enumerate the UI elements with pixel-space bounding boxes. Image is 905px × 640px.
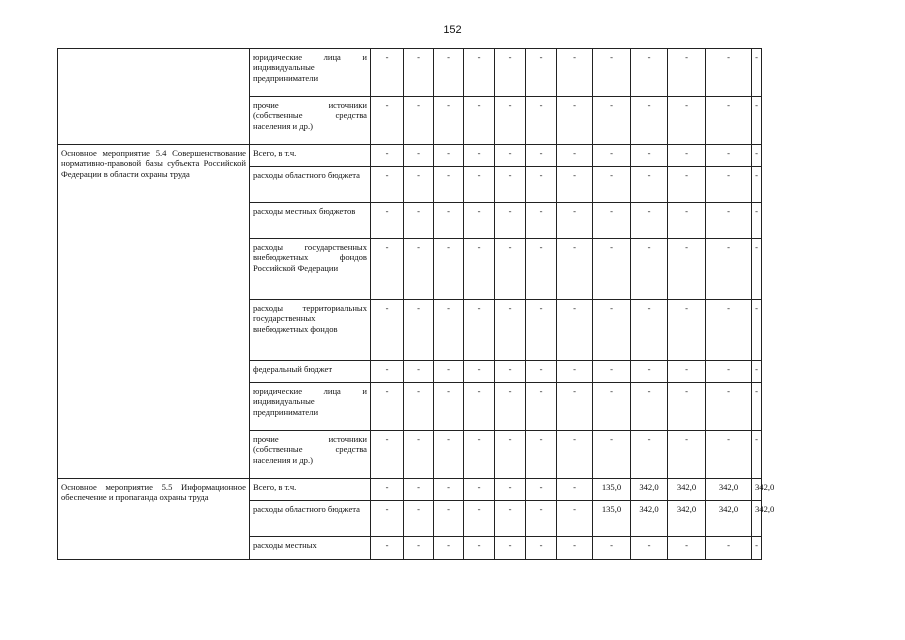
value-cell: 135,0 [593, 479, 631, 501]
value-cell: - [706, 239, 752, 300]
value-cell: - [371, 49, 404, 97]
value-cell: - [495, 239, 526, 300]
value-cell: - [464, 239, 495, 300]
value-cell: - [434, 431, 464, 479]
value-cell: - [668, 97, 706, 145]
value-cell: - [495, 383, 526, 431]
value-cell: - [593, 203, 631, 239]
value-cell: - [706, 300, 752, 361]
value-cell: - [371, 167, 404, 203]
value-cell: - [404, 145, 434, 167]
value-cell: - [631, 361, 668, 383]
value-cell: - [404, 479, 434, 501]
source-cell: Всего, в т.ч. [250, 479, 371, 501]
value-cell: - [464, 383, 495, 431]
value-cell: - [752, 431, 762, 479]
value-cell: - [495, 49, 526, 97]
value-cell: 342,0 [752, 501, 762, 537]
value-cell: - [631, 145, 668, 167]
value-cell: - [434, 203, 464, 239]
source-cell: расходы областного бюджета [250, 167, 371, 203]
value-cell: - [434, 501, 464, 537]
activity-text: Основное мероприятие 5.5 Информационное обеспечение и пропаганда охраны труда [61, 482, 246, 503]
value-cell: - [631, 97, 668, 145]
value-cell: - [371, 537, 404, 560]
source-cell: расходы местных бюджетов [250, 203, 371, 239]
value-cell: - [495, 431, 526, 479]
value-cell: - [752, 97, 762, 145]
value-cell: 342,0 [631, 479, 668, 501]
value-cell: - [752, 239, 762, 300]
value-cell: - [464, 203, 495, 239]
value-cell: - [526, 431, 557, 479]
value-cell: 342,0 [668, 501, 706, 537]
value-cell: - [464, 49, 495, 97]
value-cell: - [404, 383, 434, 431]
value-cell: - [371, 97, 404, 145]
value-cell: - [495, 501, 526, 537]
value-cell: - [706, 361, 752, 383]
value-cell: - [526, 203, 557, 239]
value-cell: 342,0 [668, 479, 706, 501]
value-cell: - [557, 361, 593, 383]
source-cell: расходы территориальных государственных внебюджетных фондов [250, 300, 371, 361]
value-cell: - [593, 537, 631, 560]
table-row [58, 479, 762, 501]
value-cell: - [668, 167, 706, 203]
value-cell: - [464, 167, 495, 203]
value-cell: - [593, 145, 631, 167]
value-cell: - [631, 167, 668, 203]
value-cell: - [404, 361, 434, 383]
value-cell: - [371, 431, 404, 479]
value-cell: - [434, 300, 464, 361]
value-cell: - [464, 537, 495, 560]
value-cell: - [464, 97, 495, 145]
value-cell: - [495, 203, 526, 239]
source-cell: федеральный бюджет [250, 361, 371, 383]
value-cell: - [557, 239, 593, 300]
activity-cell [58, 145, 250, 479]
value-cell: - [371, 361, 404, 383]
value-cell: - [593, 239, 631, 300]
value-cell: - [631, 49, 668, 97]
source-cell: расходы областного бюджета [250, 501, 371, 537]
value-cell: - [495, 97, 526, 145]
activity-cell [58, 479, 250, 560]
value-cell: - [464, 431, 495, 479]
value-cell: - [526, 383, 557, 431]
value-cell: - [557, 501, 593, 537]
value-cell: - [404, 167, 434, 203]
value-cell: - [706, 145, 752, 167]
value-cell: - [593, 49, 631, 97]
value-cell: - [706, 49, 752, 97]
value-cell: 135,0 [593, 501, 631, 537]
source-cell: юридические лица и индивидуальные предприниматели [250, 383, 371, 431]
value-cell: - [706, 97, 752, 145]
value-cell: - [495, 537, 526, 560]
value-cell: - [752, 361, 762, 383]
value-cell: 342,0 [631, 501, 668, 537]
value-cell: - [668, 537, 706, 560]
value-cell: - [371, 203, 404, 239]
value-cell: - [464, 145, 495, 167]
value-cell: - [557, 97, 593, 145]
value-cell: - [526, 97, 557, 145]
value-cell: - [434, 167, 464, 203]
value-cell: - [404, 97, 434, 145]
value-cell: - [404, 537, 434, 560]
value-cell: - [557, 537, 593, 560]
value-cell: - [434, 479, 464, 501]
value-cell: - [706, 537, 752, 560]
value-cell: - [464, 300, 495, 361]
value-cell: - [404, 501, 434, 537]
activity-text: Основное мероприятие 5.4 Совершенствование нормативно-правовой базы субъекта Российской Федерации в области охраны труда [61, 148, 246, 179]
value-cell: - [526, 479, 557, 501]
value-cell: - [495, 479, 526, 501]
activity-cell [58, 49, 250, 145]
value-cell: - [464, 361, 495, 383]
value-cell: - [526, 300, 557, 361]
value-cell: 342,0 [706, 479, 752, 501]
value-cell: - [593, 431, 631, 479]
value-cell: - [371, 479, 404, 501]
value-cell: - [495, 167, 526, 203]
value-cell: - [526, 361, 557, 383]
value-cell: - [593, 300, 631, 361]
value-cell: - [526, 501, 557, 537]
value-cell: - [371, 300, 404, 361]
value-cell: - [706, 383, 752, 431]
value-cell: - [526, 167, 557, 203]
value-cell: - [631, 537, 668, 560]
value-cell: - [404, 300, 434, 361]
value-cell: - [668, 431, 706, 479]
value-cell: - [668, 49, 706, 97]
value-cell: - [526, 145, 557, 167]
value-cell: - [557, 431, 593, 479]
value-cell: - [557, 167, 593, 203]
value-cell: - [752, 49, 762, 97]
value-cell: - [464, 501, 495, 537]
value-cell: - [404, 203, 434, 239]
value-cell: - [495, 300, 526, 361]
source-cell: Всего, в т.ч. [250, 145, 371, 167]
value-cell: - [557, 203, 593, 239]
value-cell: - [668, 239, 706, 300]
value-cell: - [464, 479, 495, 501]
source-cell: юридические лица и индивидуальные предприниматели [250, 49, 371, 97]
value-cell: - [557, 300, 593, 361]
source-cell: расходы государственных внебюджетных фондов Российской Федерации [250, 239, 371, 300]
value-cell: - [631, 431, 668, 479]
value-cell: - [593, 383, 631, 431]
value-cell: - [434, 145, 464, 167]
value-cell: - [557, 383, 593, 431]
value-cell: - [371, 383, 404, 431]
value-cell: - [495, 361, 526, 383]
value-cell: - [404, 49, 434, 97]
value-cell: - [752, 145, 762, 167]
value-cell: - [752, 300, 762, 361]
value-cell: - [434, 97, 464, 145]
value-cell: - [434, 361, 464, 383]
value-cell: - [593, 361, 631, 383]
value-cell: - [706, 431, 752, 479]
value-cell: - [557, 49, 593, 97]
page-number: 152 [443, 24, 462, 36]
value-cell: - [631, 300, 668, 361]
value-cell: - [706, 203, 752, 239]
value-cell: - [752, 537, 762, 560]
value-cell: - [371, 501, 404, 537]
value-cell: - [593, 167, 631, 203]
value-cell: - [752, 167, 762, 203]
value-cell: - [526, 537, 557, 560]
source-cell: прочие источники (собственные средства населения и др.) [250, 431, 371, 479]
value-cell: - [557, 479, 593, 501]
value-cell: - [668, 361, 706, 383]
value-cell: - [404, 431, 434, 479]
value-cell: - [668, 383, 706, 431]
value-cell: - [752, 203, 762, 239]
source-cell: расходы местных [250, 537, 371, 560]
value-cell: - [371, 145, 404, 167]
value-cell: - [557, 145, 593, 167]
value-cell: 342,0 [706, 501, 752, 537]
value-cell: - [706, 167, 752, 203]
value-cell: - [631, 383, 668, 431]
value-cell: - [668, 203, 706, 239]
value-cell: - [752, 383, 762, 431]
value-cell: - [371, 239, 404, 300]
value-cell: - [495, 145, 526, 167]
value-cell: - [526, 239, 557, 300]
value-cell: - [631, 203, 668, 239]
value-cell: - [668, 145, 706, 167]
value-cell: - [593, 97, 631, 145]
value-cell: - [631, 239, 668, 300]
budget-table [57, 48, 775, 560]
value-cell: - [434, 537, 464, 560]
table-row [58, 49, 762, 97]
value-cell: - [434, 49, 464, 97]
value-cell: 342,0 [752, 479, 762, 501]
value-cell: - [434, 383, 464, 431]
table-row [58, 145, 762, 167]
value-cell: - [668, 300, 706, 361]
value-cell: - [526, 49, 557, 97]
value-cell: - [434, 239, 464, 300]
source-cell: прочие источники (собственные средства населения и др.) [250, 97, 371, 145]
value-cell: - [404, 239, 434, 300]
